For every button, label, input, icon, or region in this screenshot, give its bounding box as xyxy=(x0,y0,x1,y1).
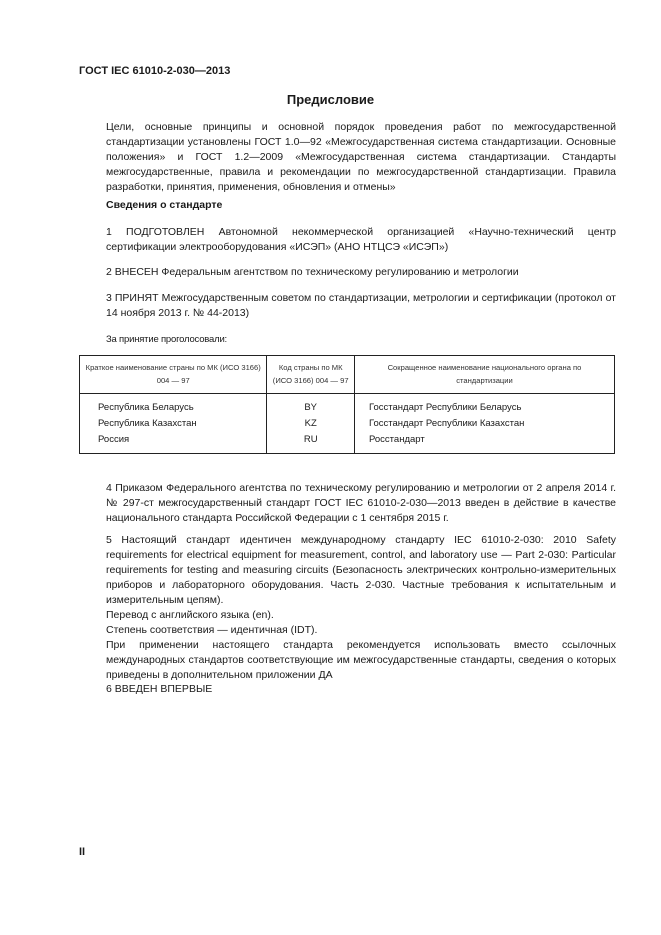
item-3-paragraph xyxy=(79,291,616,321)
vote-title: За принятие проголосовали: xyxy=(106,334,227,345)
item-3-text: 3 ПРИНЯТ Межгосударственным советом по стандартизации, метрологии и сертификации (протокол от 14 ноября 2013 г. № 44-2013) xyxy=(106,292,616,319)
table-cell-code: RU xyxy=(267,432,355,454)
intro-paragraph xyxy=(79,120,616,195)
table-cell-country: Россия xyxy=(80,432,267,454)
item-5-references: При применении настоящего стандарта рекомендуется использовать вместо ссылочных международных стандартов соответствующие им межгосударственные стандарты, сведения о которых приведены в дополнительном приложении ДА xyxy=(106,639,616,681)
item-2-text: 2 ВНЕСЕН Федеральным агентством по техническому регулированию и метрологии xyxy=(106,266,519,278)
table-header-country: Краткое наименование страны по МК (ИСО 3166) 004 — 97 xyxy=(80,356,267,394)
table-cell-body: Росстандарт xyxy=(354,432,614,454)
table-cell-country: Республика Беларусь xyxy=(80,394,267,417)
item-4-paragraph xyxy=(79,481,616,526)
table-cell-code: KZ xyxy=(267,416,355,432)
table-header-body: Сокращенное наименование национального органа по стандартизации xyxy=(354,356,614,394)
item-5-paragraph xyxy=(79,533,616,683)
page-title: Предисловие xyxy=(286,92,375,107)
table-cell-country: Республика Казахстан xyxy=(80,416,267,432)
table-row xyxy=(80,394,615,417)
voting-table xyxy=(79,355,615,454)
item-2-paragraph xyxy=(79,265,616,280)
page-number: II xyxy=(79,846,86,858)
table-header-code: Код страны по МК (ИСО 3166) 004 — 97 xyxy=(267,356,355,394)
document-code-header: ГОСТ IEC 61010-2-030—2013 xyxy=(79,65,231,77)
table-cell-body: Госстандарт Республики Беларусь xyxy=(354,394,614,417)
item-6-text: 6 ВВЕДЕН ВПЕРВЫЕ xyxy=(106,683,213,695)
item-1-text: 1 ПОДГОТОВЛЕН Автономной некоммерческой организацией «Научно-технический центр сертификации электрооборудования «ИСЭП» (АНО НТЦСЭ «ИСЭП») xyxy=(106,226,616,253)
item-5-conformity: Степень соответствия — идентичная (IDT). xyxy=(106,624,318,636)
intro-text: Цели, основные принципы и основной порядок проведения работ по межгосударственной стандартизации установлены ГОСТ 1.0—92 «Межгосударственная система стандартизации. Основные положения» и ГОСТ 1.2—2009 «Межгосударственная система стандартизации. Стандарты межгосударственные, правила и рекомендации по межгосударственной стандартизации. Правила разработки, принятия, применения, обновления и отмены» xyxy=(106,121,616,193)
item-4-text: 4 Приказом Федерального агентства по техническому регулированию и метрологии от 2 апреля 2014 г. № 297-ст межгосударственный стандарт ГОСТ IEC 61010-2-030—2013 введен в действие в качестве национального стандарта Российской Федерации с 1 сентября 2015 г. xyxy=(106,482,616,524)
item-5-translation: Перевод с английского языка (en). xyxy=(106,609,274,621)
table-row xyxy=(80,432,615,454)
table-row xyxy=(80,416,615,432)
section-title: Сведения о стандарте xyxy=(106,199,223,211)
table-header-row xyxy=(80,356,615,394)
item-6-paragraph xyxy=(79,682,616,697)
item-5-text: 5 Настоящий стандарт идентичен международному стандарту IEC 61010-2-030: 2010 Safety requirements for electrical equipment for measurement, control, and laboratory use — Part 2-030: Particular requirements for testing and measuring circuits (Безопасность электрических контрольно-измерительных приборов и лабораторного оборудования. Часть 2-030. Частные требования к испытательным и измерительным цепям). xyxy=(106,534,616,606)
section-title-block xyxy=(79,198,616,213)
table-cell-body: Госстандарт Республики Казахстан xyxy=(354,416,614,432)
item-1-paragraph xyxy=(79,225,616,255)
table-cell-code: BY xyxy=(267,394,355,417)
